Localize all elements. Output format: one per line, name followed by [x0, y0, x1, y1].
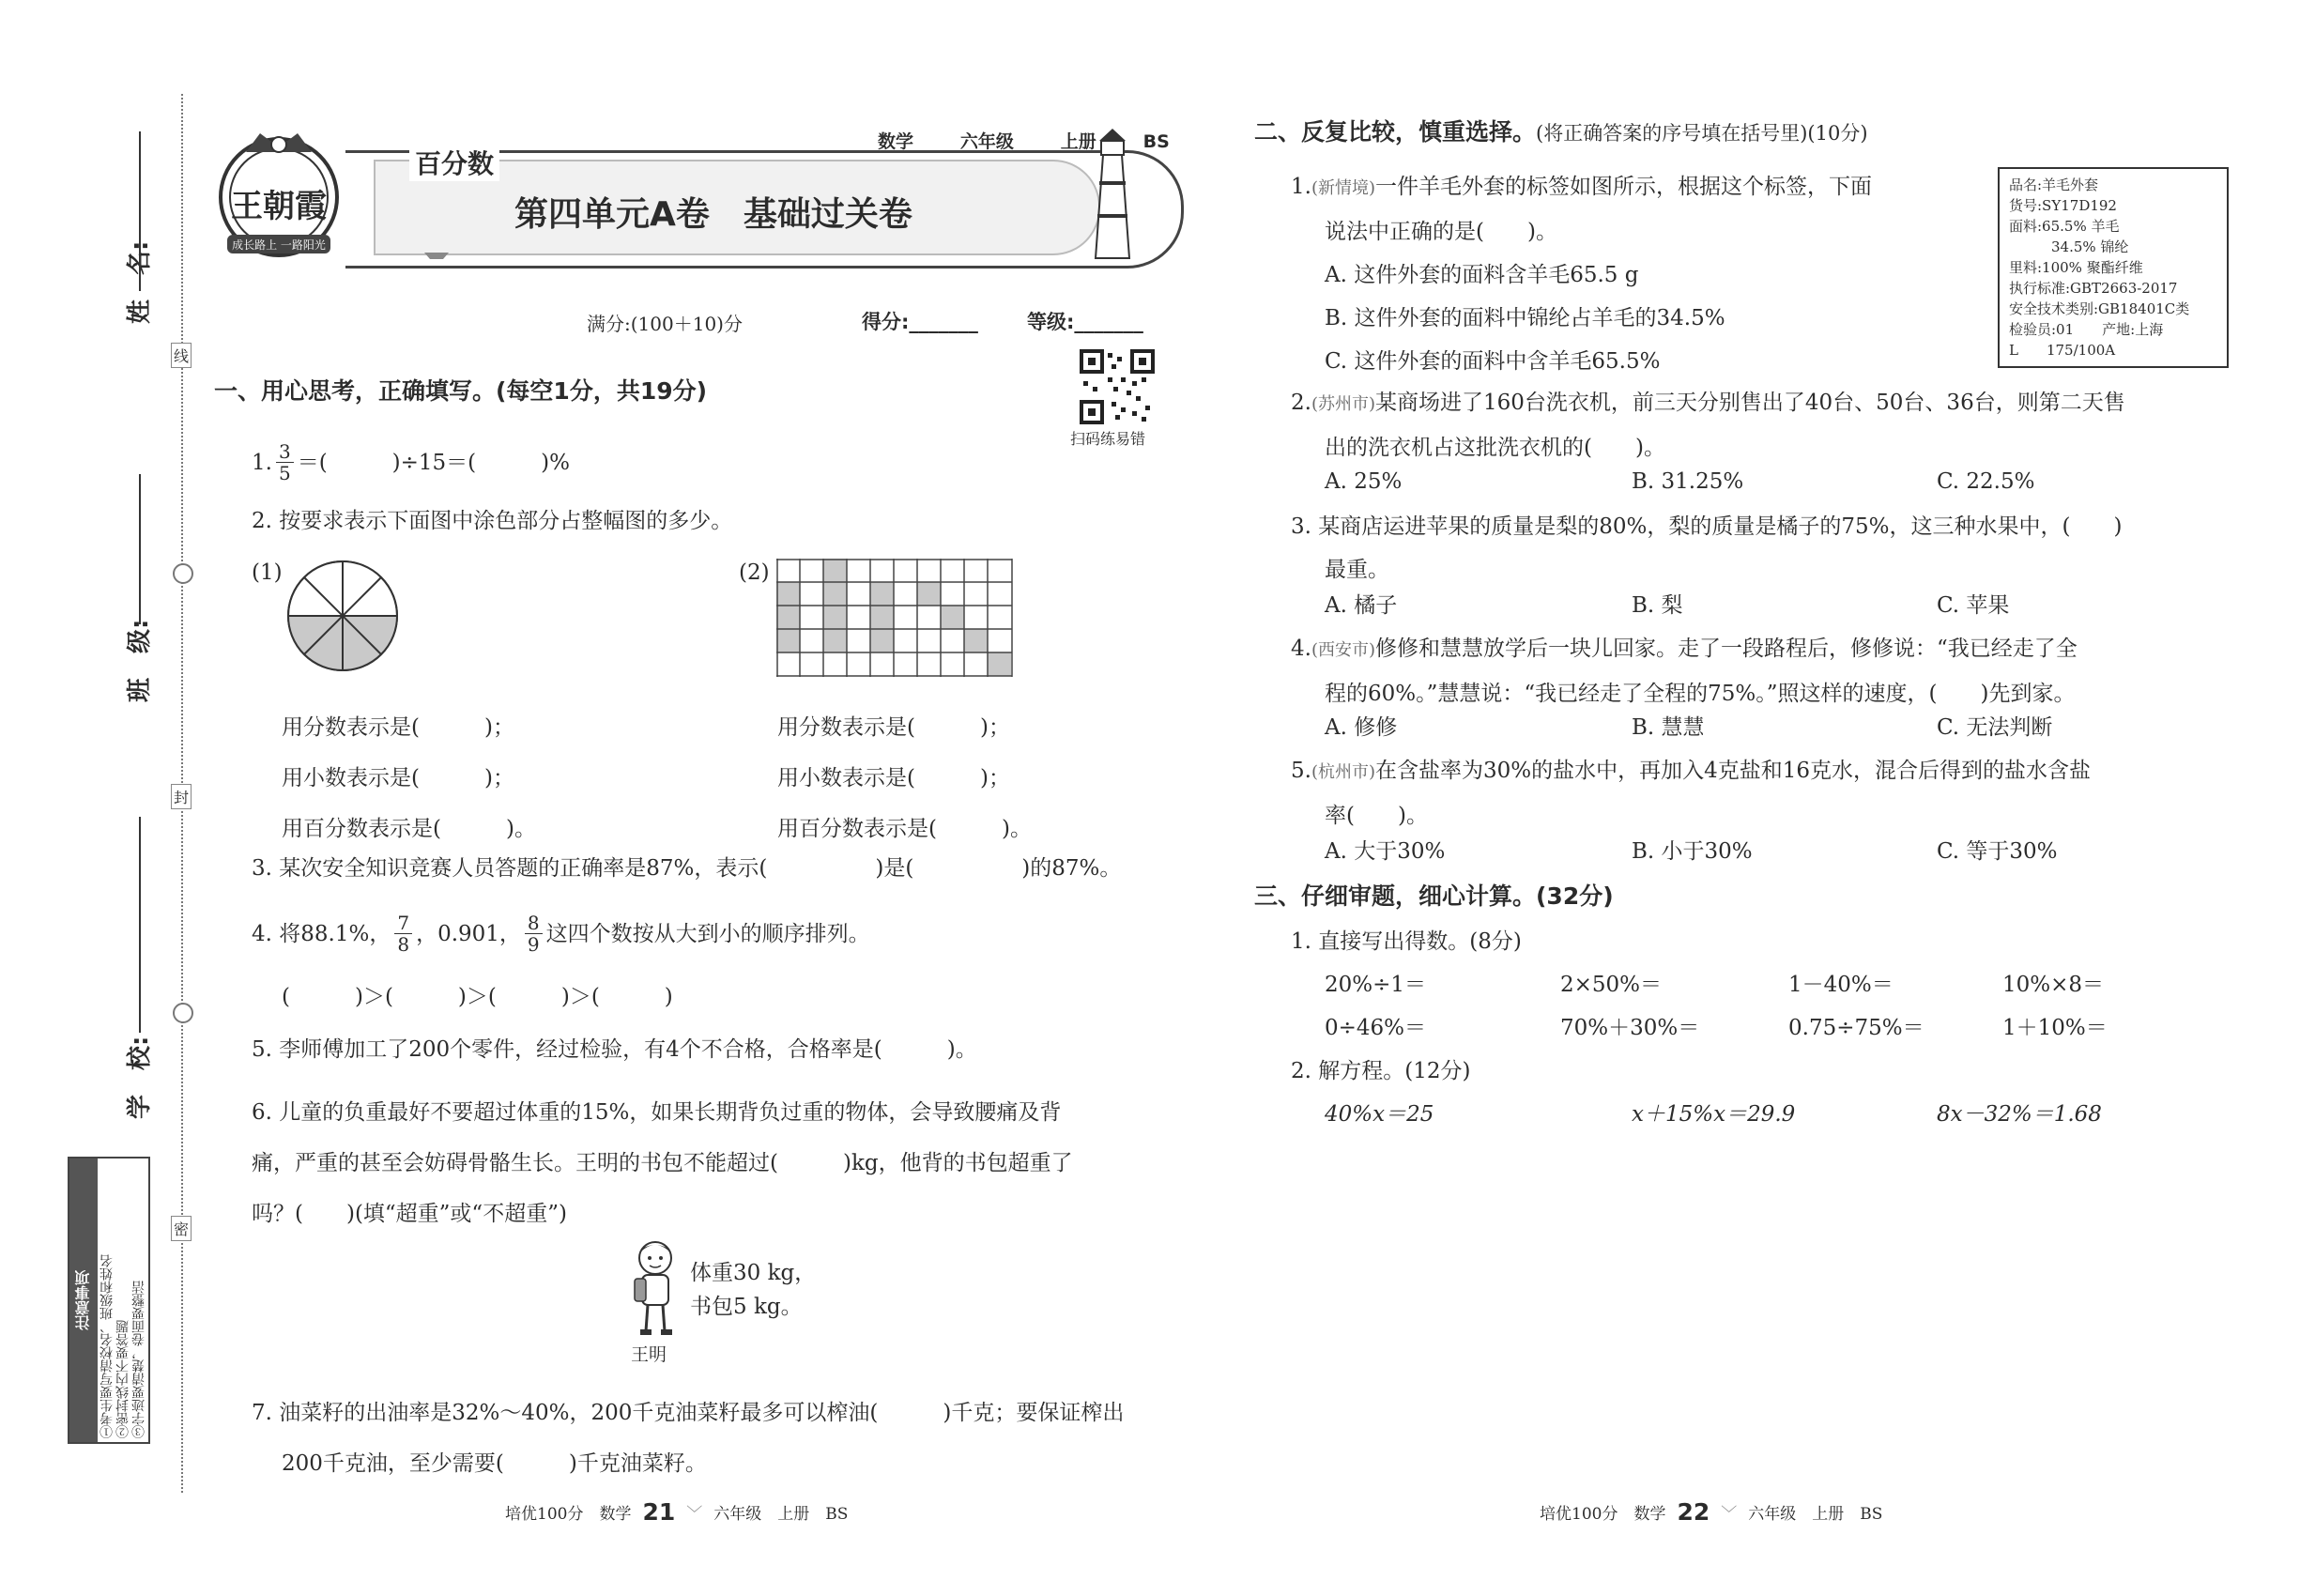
s2-q3-option-c[interactable]: C. 苹果 — [1937, 593, 2010, 618]
s2-q2-option-a[interactable]: A. 25% — [1325, 469, 1403, 494]
notice-item: ③字迹要清楚，卷面要整洁 — [131, 1281, 146, 1438]
calc-item[interactable]: 0.75÷75%＝ — [1788, 1016, 1924, 1040]
footer-book: 培优100分 数学 — [505, 1505, 632, 1524]
numerator: 8 — [525, 913, 543, 934]
decimal-answer-a[interactable]: 用小数表示是( )； — [282, 766, 514, 790]
qr-code-icon[interactable] — [1080, 349, 1155, 424]
denominator: 8 — [397, 933, 410, 956]
pie-figure — [286, 560, 399, 672]
tag-line: L 175/100A — [2009, 342, 2116, 359]
fraction — [394, 913, 412, 955]
s2-q5-option-a[interactable]: A. 大于30% — [1325, 839, 1446, 864]
q1-blanks[interactable]: ＝( )÷15＝( )% — [297, 450, 570, 475]
edition-tag: BS — [1142, 131, 1170, 152]
q4-text: ，0.901， — [416, 921, 521, 946]
section2-note: (将正确答案的序号填在括号里)(10分) — [1536, 122, 1868, 145]
s1-question-3[interactable]: 3. 某次安全知识竞赛人员答题的正确率是87%，表示( )是( )的87%。 — [252, 856, 1122, 881]
clothing-tag — [1998, 167, 2229, 368]
q-text: 某商场进了160台洗衣机，前三天分别售出了40台、50台、36台，则第二天售 — [1375, 391, 2125, 415]
grade-tag: 六年级 — [959, 131, 1014, 152]
body-weight: 体重30 kg， — [690, 1261, 817, 1285]
logo-slogan: 成长路上 一路阳光 — [232, 238, 326, 252]
bag-weight: 书包5 kg。 — [690, 1295, 803, 1319]
fraction-answer-b[interactable]: 用分数表示是( )； — [777, 715, 1010, 740]
option-b[interactable]: B. 这件外套的面料中锦纶占羊毛的34.5% — [1325, 306, 1725, 330]
s2-q4-option-b[interactable]: B. 慧慧 — [1632, 715, 1705, 740]
option-c[interactable]: C. 这件外套的面料中含羊毛65.5% — [1325, 349, 1661, 374]
fraction — [276, 441, 294, 483]
calc-item[interactable]: 1＋10%＝ — [2002, 1016, 2108, 1040]
q-text[interactable]: 出的洗衣机占这批洗衣机的( )。 — [1325, 436, 1665, 460]
school-label: 学 校: — [126, 1036, 154, 1119]
s1-question-1 — [252, 441, 570, 483]
binding-hole-icon — [173, 563, 193, 584]
seal-mark-3: 密 — [171, 1216, 192, 1241]
q4-text: 这四个数按从大到小的顺序排列。 — [545, 921, 870, 946]
region-tag: (新情境) — [1311, 178, 1375, 198]
tag-line: 执行标准:GBT2663-2017 — [2009, 280, 2178, 297]
calc-item[interactable]: 70%＋30%＝ — [1560, 1016, 1700, 1040]
notice-item: ①考生要写清校名、班级和姓名 — [100, 1254, 115, 1438]
tag-line: 面料:65.5% 羊毛 — [2009, 218, 2120, 235]
section2-heading: 二、反复比较，慎重选择。 — [1254, 118, 1537, 146]
q-number: 4. — [1291, 637, 1311, 661]
equation-2[interactable]: x＋15%x＝29.9 — [1632, 1102, 1796, 1127]
page-title: 第四单元A卷 基础过关卷 — [514, 195, 912, 234]
q-text: 最重。 — [1325, 558, 1389, 582]
region-tag: (杭州市) — [1311, 762, 1375, 782]
calc-item[interactable]: 1－40%＝ — [1788, 973, 1894, 997]
seal-mark-2: 封 — [171, 784, 192, 809]
s2-question-4 — [1291, 627, 2078, 715]
s2-question-2 — [1291, 381, 2125, 469]
s1-question-7 — [252, 1388, 1124, 1489]
q6-line: 6. 儿童的负重最好不要超过体重的15%，如果长期背负过重的物体，会导致腰痛及背 — [252, 1100, 1062, 1125]
q-text[interactable]: 说法中正确的是( )。 — [1325, 220, 1557, 244]
option-a[interactable]: A. 这件外套的面料含羊毛65.5 g — [1325, 263, 1639, 287]
calc-item[interactable]: 20%÷1＝ — [1325, 973, 1427, 997]
notice-item: ②密封线内不要答题 — [115, 1320, 130, 1438]
class-field[interactable] — [139, 474, 141, 624]
page-number: 21 — [642, 1498, 676, 1526]
s2-q2-option-c[interactable]: C. 22.5% — [1937, 469, 2035, 494]
footer-ornament-icon: ﹀ — [686, 1505, 703, 1524]
q-text: 一件羊毛外套的标签如图所示，根据这个标签，下面 — [1375, 175, 1872, 199]
numerator: 3 — [276, 441, 294, 463]
figure-1-label: (1) — [252, 560, 283, 585]
tag-line: 里料:100% 聚酯纤维 — [2009, 259, 2143, 276]
q-number: 1. — [252, 450, 272, 475]
equation-3[interactable]: 8x－32%＝1.68 — [1937, 1102, 2102, 1127]
notice-box — [68, 1157, 150, 1444]
numerator: 7 — [394, 913, 412, 934]
seal-mark-1: 线 — [171, 343, 192, 368]
s3-question-1: 1. 直接写出得数。(8分) — [1291, 929, 1522, 954]
s2-q5-option-b[interactable]: B. 小于30% — [1632, 839, 1753, 864]
page-number: 22 — [1677, 1498, 1710, 1526]
notice-list — [100, 1162, 147, 1438]
percent-answer-a[interactable]: 用百分数表示是( )。 — [282, 817, 536, 841]
q7-line[interactable]: 7. 油菜籽的出油率是32%～40%，200千克油菜籽最多可以榨油( )千克；要保证榨出 — [252, 1401, 1125, 1425]
footer-right — [1540, 1498, 1882, 1526]
boat-icon — [422, 246, 451, 257]
calc-item[interactable]: 10%×8＝ — [2002, 973, 2105, 997]
s1-question-2: 2. 按要求表示下面图中涂色部分占整幅图的多少。 — [252, 509, 733, 533]
fraction — [525, 913, 543, 955]
q-number: 2. — [1291, 391, 1311, 415]
s2-q3-option-a[interactable]: A. 橘子 — [1325, 593, 1398, 618]
denominator: 5 — [278, 462, 291, 484]
s2-question-5 — [1291, 749, 2091, 837]
s2-question-3 — [1291, 505, 2122, 591]
name-label: 姓 名: — [126, 240, 154, 324]
fraction-answer-a[interactable]: 用分数表示是( )； — [282, 715, 514, 740]
lighthouse-icon — [1084, 127, 1141, 263]
footer-left — [505, 1498, 848, 1526]
region-tag: (西安市) — [1311, 640, 1375, 660]
q4-text: 4. 将88.1%， — [252, 921, 391, 946]
tag-line: 34.5% 锦纶 — [2009, 238, 2129, 255]
s3-question-2: 2. 解方程。(12分) — [1291, 1059, 1471, 1083]
region-tag: (苏州市) — [1311, 394, 1375, 414]
s2-q3-option-b[interactable]: B. 梨 — [1632, 593, 1683, 618]
footer-info: 六年级 上册 BS — [713, 1505, 849, 1524]
name-field[interactable] — [139, 131, 141, 291]
boy-info — [690, 1256, 816, 1324]
tag-line: 安全技术类别:GB18401C类 — [2009, 300, 2190, 317]
binding-hole-icon — [173, 1003, 193, 1023]
q-text[interactable]: 率( )。 — [1325, 804, 1428, 828]
grade-field[interactable]: 等级:_______ — [1027, 311, 1143, 333]
qr-caption: 扫码练易错 — [1070, 430, 1146, 448]
figure-2-label: (2) — [739, 560, 770, 585]
score-field[interactable]: 得分:_______ — [862, 311, 978, 333]
q-number: 1. — [1291, 175, 1311, 199]
notice-title: 注意事项 — [69, 1159, 98, 1442]
brand-logo — [208, 124, 349, 265]
s2-question-1 — [1291, 165, 1872, 383]
grid-figure — [776, 559, 1014, 678]
q6-line[interactable]: 痛，严重的甚至会妨碍骨骼生长。王明的书包不能超过( )kg，他背的书包超重了 — [252, 1151, 1073, 1175]
decimal-answer-b[interactable]: 用小数表示是( )； — [777, 766, 1010, 790]
q-number: 5. — [1291, 759, 1311, 783]
boy-name: 王明 — [631, 1344, 667, 1365]
subject-tag: 数学 — [878, 131, 914, 152]
section2-title — [1254, 118, 1868, 147]
q6-line[interactable]: 吗？( )(填“超重”或“不超重”) — [252, 1202, 567, 1226]
tag-line: 品名:羊毛外套 — [2009, 176, 2099, 193]
s2-q4-option-a[interactable]: A. 修修 — [1325, 715, 1398, 740]
s2-q2-option-b[interactable]: B. 31.25% — [1632, 469, 1744, 494]
equation-1[interactable]: 40%x＝25 — [1325, 1102, 1434, 1127]
logo-text: 王朝霞 — [231, 188, 327, 225]
calc-item[interactable]: 0÷46%＝ — [1325, 1016, 1427, 1040]
order-blanks[interactable]: ( )＞( )＞( )＞( ) — [282, 985, 673, 1009]
topic-label: 百分数 — [409, 144, 499, 181]
fill-group-a — [282, 702, 536, 854]
q-text: 修修和慧慧放学后一块儿回家。走了一段路程后，修修说：“我已经走了全 — [1375, 637, 2078, 661]
footer-book: 培优100分 数学 — [1540, 1505, 1666, 1524]
class-label: 班 级: — [126, 619, 154, 702]
section1-title: 一、用心思考，正确填写。(每空1分，共19分) — [214, 377, 708, 405]
q-text[interactable]: 程的60%。”慧慧说：“我已经走了全程的75%。”照这样的速度，( )先到家。 — [1325, 682, 2076, 706]
s1-question-6 — [252, 1087, 1073, 1239]
s2-q4-option-c[interactable]: C. 无法判断 — [1937, 715, 2053, 740]
s1-question-5[interactable]: 5. 李师傅加工了200个零件，经过检验，有4个不合格，合格率是( )。 — [252, 1037, 977, 1062]
tag-line: 货号:SY17D192 — [2009, 197, 2117, 214]
q-text: 在含盐率为30%的盐水中，再加入4克盐和16克水，混合后得到的盐水含盐 — [1375, 759, 2092, 783]
section3-title: 三、仔细审题，细心计算。(32分) — [1254, 882, 1614, 910]
footer-info: 六年级 上册 BS — [1748, 1505, 1883, 1524]
q-text[interactable]: 3. 某商店运进苹果的质量是梨的80%，梨的质量是橘子的75%，这三种水果中，( ) — [1291, 514, 2123, 539]
s2-q5-option-c[interactable]: C. 等于30% — [1937, 839, 2058, 864]
school-field[interactable] — [139, 817, 141, 1033]
percent-answer-b[interactable]: 用百分数表示是( )。 — [777, 817, 1032, 841]
q7-line[interactable]: 200千克油，至少需要( )千克油菜籽。 — [282, 1451, 707, 1476]
footer-ornament-icon: ﹀ — [1721, 1505, 1738, 1524]
tag-line: 检验员:01 产地:上海 — [2009, 321, 2164, 338]
volume-tag: 上册 — [1060, 131, 1096, 152]
boy-illustration — [627, 1237, 683, 1341]
score-total: 满分:(100＋10)分 — [587, 313, 743, 335]
calc-item[interactable]: 2×50%＝ — [1560, 973, 1663, 997]
s1-question-4 — [252, 913, 870, 955]
denominator: 9 — [527, 933, 540, 956]
fill-group-b — [777, 702, 1032, 854]
